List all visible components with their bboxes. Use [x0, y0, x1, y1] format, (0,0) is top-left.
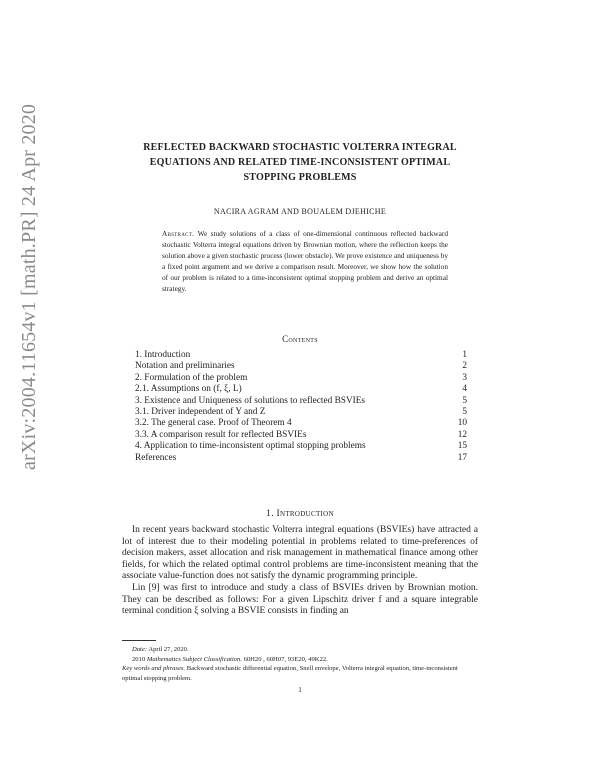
- paper-title: [140, 140, 460, 185]
- toc-entry-page: 15: [457, 441, 467, 452]
- toc-entry[interactable]: [135, 453, 467, 464]
- footnote-keywords-label: Key words and phrases.: [122, 665, 186, 673]
- toc-entry-page: 12: [457, 429, 467, 440]
- toc-entry[interactable]: [135, 430, 467, 441]
- toc-entry-page: 5: [462, 406, 467, 417]
- toc-entry[interactable]: [135, 441, 467, 452]
- introduction-body: [122, 525, 478, 618]
- title-line: REFLECTED BACKWARD STOCHASTIC VOLTERRA INTEGRAL: [143, 142, 457, 153]
- toc-entry-page: 3: [462, 372, 467, 383]
- footnote-keywords-value: Backward stochastic differential equation, Snell envelope, Volterra integral equation, time-inconsistent optimal stopping problem.: [122, 665, 458, 682]
- toc-entry-page: 17: [457, 452, 467, 463]
- footnote-date: [122, 645, 478, 655]
- footnote-msc-value: 60H20 , 60H07, 93E20, 49K22.: [243, 655, 328, 663]
- toc-entry[interactable]: [135, 407, 467, 418]
- toc-entry-page: 10: [457, 418, 467, 429]
- abstract-lead: Abstract.: [162, 229, 195, 238]
- toc-entry-label: 3. Existence and Uniqueness of solutions to reflected BSVIEs: [135, 395, 366, 406]
- toc-entry[interactable]: [135, 361, 467, 372]
- footnote-divider: [122, 640, 156, 641]
- toc-entry-label: 3.1. Driver independent of Y and Z: [135, 406, 266, 417]
- footnotes: [122, 645, 478, 683]
- section-heading-introduction: 1. Introduction: [266, 509, 334, 519]
- toc-entry-label: Notation and preliminaries: [135, 361, 235, 372]
- toc-entry[interactable]: [135, 418, 467, 429]
- toc-entry[interactable]: [135, 396, 467, 407]
- arxiv-identifier-stamp: arXiv:2004.11654v1 [math.PR] 24 Apr 2020: [18, 103, 40, 470]
- abstract-text: We study solutions of a class of one-dimensional continuous reflected backward stochastic Volterra integral equations driven by Brownian motion, where the reflection keeps the solution above a given stochastic process (lower obstacle). We prove existence and uniqueness by a fixed point argument and we derive a comparison result. Moreover, we show how the solution of our problem is related to a time-inconsistent optimal stopping problem and derive an optimal strategy.: [162, 229, 448, 293]
- toc-entry-page: 2: [462, 361, 467, 372]
- toc-entry-page: 1: [462, 350, 467, 360]
- toc-entry[interactable]: [135, 373, 467, 384]
- footnote-keywords: [122, 664, 478, 683]
- toc-entry[interactable]: [135, 384, 467, 395]
- toc-entry-page: 5: [462, 395, 467, 406]
- toc-entry[interactable]: [135, 350, 467, 361]
- body-paragraph: In recent years backward stochastic Volterra integral equations (BSVIEs) have attracted a lot of interest due to their modeling potential in problems related to time-preferences of decision makers, asset allocation and risk management in mathematical finance among other fields, for which the related optimal control problems are time-inconsistent meaning that the associate value-function does not satisfy the dynamic programming principle.: [122, 525, 478, 582]
- toc-entry-label: 3.2. The general case. Proof of Theorem 4: [135, 418, 292, 429]
- footnote-msc: [122, 655, 478, 665]
- toc-entry-label: 4. Application to time-inconsistent optimal stopping problems: [135, 441, 366, 452]
- footnote-msc-label: Mathematics Subject Classification.: [146, 655, 242, 663]
- toc-entry-page: 4: [462, 384, 467, 395]
- page-number: 1: [298, 686, 302, 694]
- toc-entry-label: 2.1. Assumptions on (f, ξ, L): [135, 384, 242, 395]
- contents-heading: Contents: [282, 334, 318, 344]
- abstract: [162, 228, 448, 294]
- title-line: EQUATIONS AND RELATED TIME-INCONSISTENT OPTIMAL: [149, 157, 451, 168]
- toc-entry-label: References: [135, 452, 177, 463]
- footnote-msc-prefix: 2010: [132, 655, 146, 663]
- title-line: STOPPING PROBLEMS: [243, 172, 357, 183]
- paper-authors: NACIRA AGRAM AND BOUALEM DJEHICHE: [213, 207, 387, 216]
- table-of-contents: [135, 350, 467, 464]
- toc-entry-label: 2. Formulation of the problem: [135, 372, 248, 383]
- footnote-date-value: April 27, 2020.: [148, 646, 189, 653]
- toc-entry-label: 3.3. A comparison result for reflected BSVIEs: [135, 429, 307, 440]
- toc-entry-label: 1. Introduction: [135, 350, 191, 360]
- body-paragraph: Lin [9] was first to introduce and study a class of BSVIEs driven by Brownian motion. They can be described as follows: For a given Lipschitz driver f and a square integrable terminal condition ξ solving a BSVIE consists in finding an: [122, 582, 478, 617]
- footnote-date-label: Date:: [132, 646, 148, 653]
